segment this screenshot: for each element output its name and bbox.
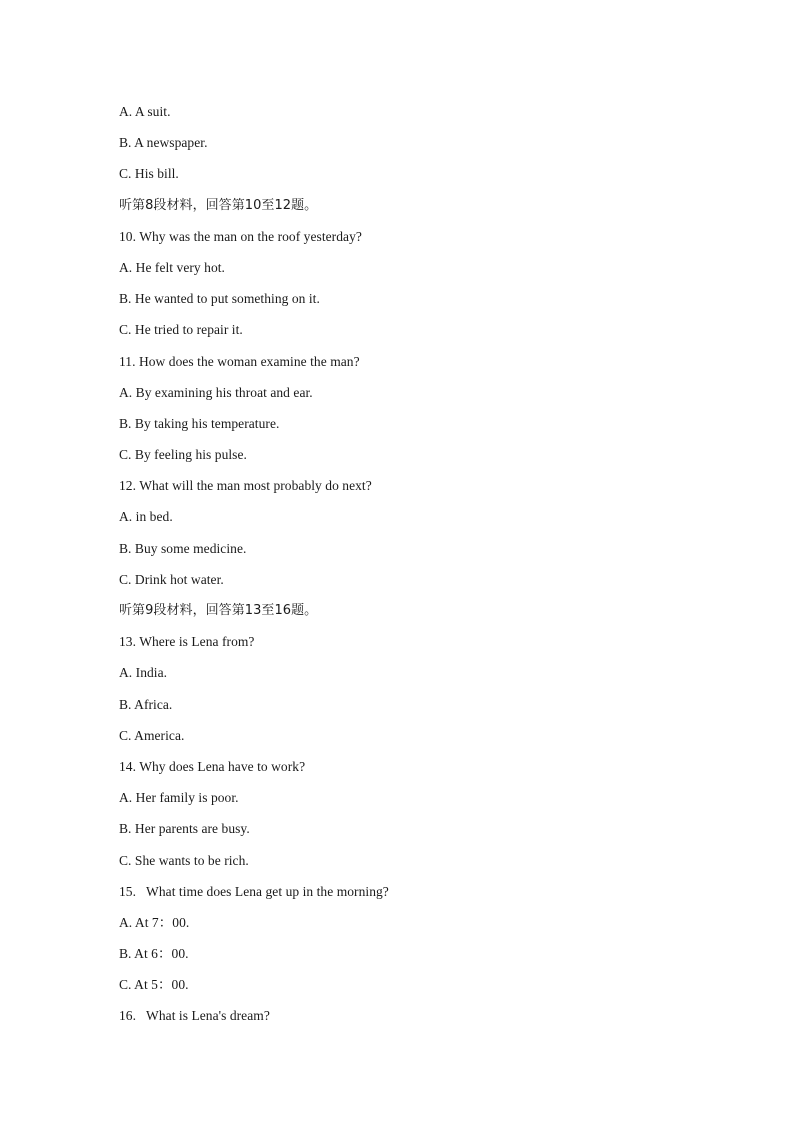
document-body	[119, 102, 679, 1038]
answer-option: C. His bill.	[119, 166, 179, 182]
question-text: 11. How does the woman examine the man?	[119, 353, 360, 369]
answer-option: B. By taking his temperature.	[119, 415, 280, 431]
question-text: 15. What time does Lena get up in the morning?	[119, 883, 389, 899]
answer-option: B. A newspaper.	[119, 135, 208, 151]
section-heading: 听第8段材料，回答第10至12题。	[119, 197, 318, 213]
answer-option: C. America.	[119, 727, 185, 743]
answer-option: A. A suit.	[119, 104, 171, 119]
answer-option: C. By feeling his pulse.	[119, 447, 247, 463]
answer-option: A. He felt very hot.	[119, 259, 225, 275]
answer-option: C. She wants to be rich.	[119, 852, 249, 868]
answer-option: B. Africa.	[119, 696, 173, 712]
question-text: 10. Why was the man on the roof yesterday?	[119, 228, 362, 244]
answer-option: A. By examining his throat and ear.	[119, 384, 313, 400]
question-text: 13. Where is Lena from?	[119, 634, 255, 650]
answer-option: B. Her parents are busy.	[119, 821, 250, 837]
section-heading: 听第9段材料，回答第13至16题。	[119, 603, 318, 618]
question-text: 16. What is Lena's dream?	[119, 1008, 270, 1024]
answer-option: B. He wanted to put something on it.	[119, 291, 320, 307]
answer-option: B. Buy some medicine.	[119, 540, 247, 556]
answer-option: A. in bed.	[119, 509, 173, 525]
answer-option: C. At 5：00.	[119, 977, 189, 993]
question-text: 12. What will the man most probably do next?	[119, 478, 372, 494]
answer-option: C. Drink hot water.	[119, 571, 224, 587]
question-text: 14. Why does Lena have to work?	[119, 758, 306, 774]
answer-option: C. He tried to repair it.	[119, 322, 243, 338]
answer-option: A. At 7：00.	[119, 914, 190, 930]
answer-option: A. India.	[119, 665, 168, 681]
answer-option: A. Her family is poor.	[119, 790, 239, 806]
answer-option: B. At 6：00.	[119, 946, 189, 962]
